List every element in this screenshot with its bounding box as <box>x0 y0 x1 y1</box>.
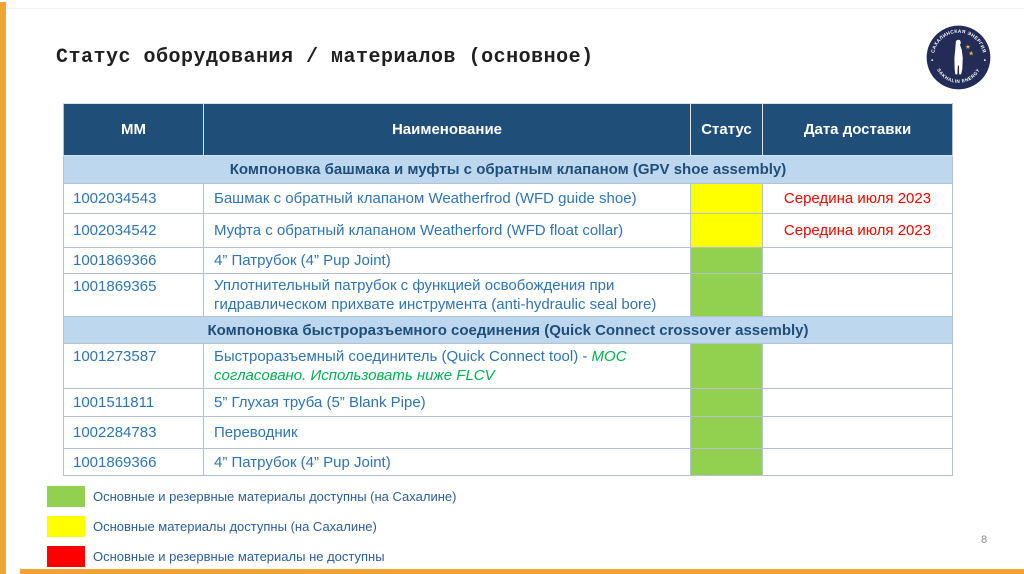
status-cell-green <box>691 344 763 389</box>
section-label: Компоновка быстроразъемного соединения (Quick Connect crossover assembly) <box>64 317 953 344</box>
delivery-date-cell <box>763 389 953 417</box>
mm-cell: 1002034542 <box>64 214 204 248</box>
item-name: Муфта с обратный клапаном Weatherford (WFD float collar) <box>214 221 624 239</box>
legend-swatch-red <box>47 546 85 567</box>
item-name: 4” Патрубок (4” Pup Joint) <box>214 251 391 269</box>
status-legend <box>47 486 456 567</box>
legend-swatch-yellow <box>47 516 85 537</box>
section-row <box>64 156 953 184</box>
item-name: Башмак с обратный клапаном Weatherfrod (WFD guide shoe) <box>214 189 637 207</box>
column-header-name: Наименование <box>204 104 691 156</box>
left-accent-bar <box>0 2 6 574</box>
item-note: МОС согласовано. Использовать ниже FLCV <box>214 348 627 385</box>
mm-cell: 1001273587 <box>64 344 204 389</box>
delivery-date-cell <box>763 344 953 389</box>
delivery-date-cell: Середина июля 2023 <box>763 184 953 214</box>
mm-cell: 1001511811 <box>64 389 204 417</box>
name-cell <box>204 214 691 248</box>
column-header-mm: ММ <box>64 104 204 156</box>
table-row <box>64 449 953 476</box>
legend-label: Основные и резервные материалы доступны (на Сахалине) <box>93 489 457 504</box>
status-cell-yellow <box>691 214 763 248</box>
page-number: 8 <box>981 534 988 546</box>
mm-cell: 1002284783 <box>64 417 204 449</box>
logo-top-text: САХАЛИНСКАЯ ЭНЕРГИЯ <box>931 29 986 54</box>
logo-dot-left <box>931 59 933 61</box>
name-cell <box>204 184 691 214</box>
company-logo-icon <box>926 25 991 90</box>
status-cell-green <box>691 274 763 317</box>
page-title: Статус оборудования / материалов (основное) <box>56 46 594 69</box>
delivery-date-cell <box>763 449 953 476</box>
status-cell-green <box>691 389 763 417</box>
name-cell <box>204 344 691 389</box>
top-divider <box>0 8 1024 9</box>
legend-item-red <box>47 546 456 567</box>
delivery-date-cell <box>763 274 953 317</box>
delivery-date-cell: Середина июля 2023 <box>763 214 953 248</box>
status-cell-green <box>691 449 763 476</box>
status-cell-yellow <box>691 184 763 214</box>
legend-item-yellow <box>47 516 456 537</box>
legend-swatch-green <box>47 486 85 507</box>
name-cell <box>204 417 691 449</box>
item-name: Быстроразъемный соединитель (Quick Connect tool) - <box>214 348 592 366</box>
table-row <box>64 417 953 449</box>
mm-cell: 1001869366 <box>64 449 204 476</box>
bottom-accent-bar <box>20 569 1024 574</box>
name-cell <box>204 274 691 317</box>
table-row <box>64 184 953 214</box>
mm-cell: 1001869365 <box>64 274 204 317</box>
delivery-date-cell <box>763 417 953 449</box>
mm-cell: 1002034543 <box>64 184 204 214</box>
table-row <box>64 214 953 248</box>
table-header-row <box>64 104 953 156</box>
legend-label: Основные материалы доступны (на Сахалине) <box>93 519 377 534</box>
delivery-date-cell <box>763 248 953 274</box>
table-row <box>64 248 953 274</box>
logo-bottom-text: SAKHALIN ENERGY <box>936 67 981 84</box>
item-name: Переводник <box>214 424 298 442</box>
status-cell-green <box>691 417 763 449</box>
logo-star-icon: ★ <box>965 44 971 52</box>
section-row <box>64 317 953 344</box>
status-cell-green <box>691 248 763 274</box>
name-cell <box>204 248 691 274</box>
section-label: Компоновка башмака и муфты с обратным клапаном (GPV shoe assembly) <box>64 156 953 184</box>
item-name: 4” Патрубок (4” Pup Joint) <box>214 453 391 471</box>
equipment-table <box>63 103 953 476</box>
legend-label: Основные и резервные материалы не доступны <box>93 549 385 564</box>
mm-cell: 1001869366 <box>64 248 204 274</box>
name-cell <box>204 449 691 476</box>
logo-star-icon: ★ <box>968 50 975 58</box>
item-name: 5” Глухая труба (5” Blank Pipe) <box>214 394 426 412</box>
item-name: Уплотнительный патрубок с функцией освобождения при гидравлическом прихвате инструмента (anti-hydraulic seal bore) <box>214 277 657 314</box>
table-row <box>64 274 953 317</box>
table-row <box>64 344 953 389</box>
logo-dot-right <box>984 59 986 61</box>
column-header-delivery-date: Дата доставки <box>763 104 953 156</box>
table-row <box>64 389 953 417</box>
column-header-status: Статус <box>691 104 763 156</box>
name-cell <box>204 389 691 417</box>
legend-item-green <box>47 486 456 507</box>
